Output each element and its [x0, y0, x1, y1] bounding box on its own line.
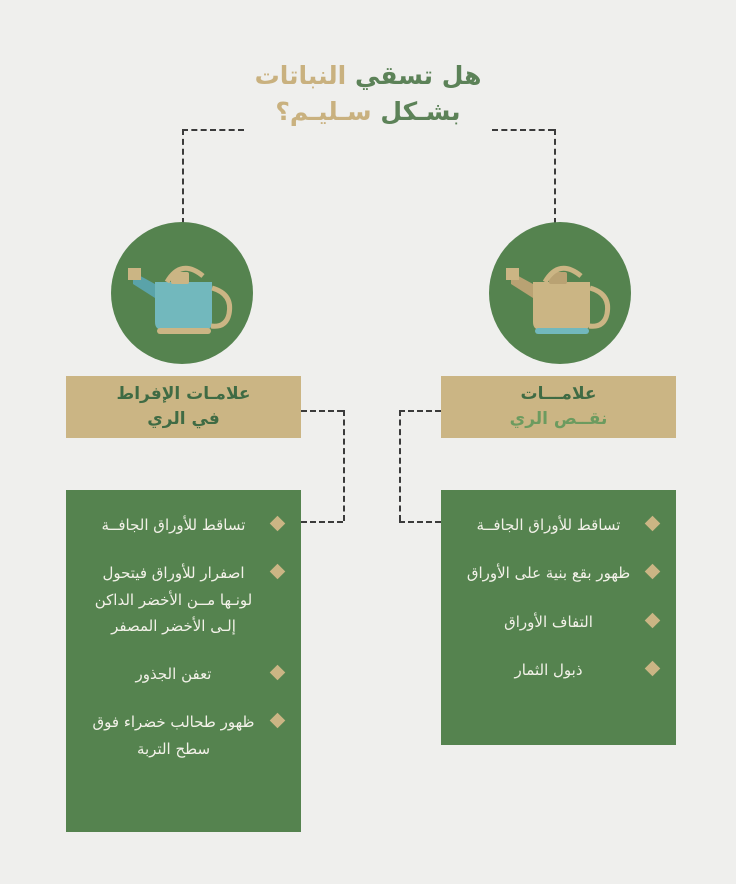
list-item: [459, 560, 658, 586]
diamond-bullet-icon: [270, 516, 286, 532]
title-line-1-part-b: النباتات: [254, 61, 347, 90]
diamond-bullet-icon: [645, 660, 661, 676]
label-underwatering: [441, 376, 676, 438]
list-item: [84, 709, 283, 762]
list-item-label: اصفرار للأوراق فيتحول لونـها مــن الأخضر الداكن إلـى الأخضر المصفر: [94, 564, 253, 635]
connector-top-left: [182, 129, 244, 131]
diamond-bullet-icon: [645, 516, 661, 532]
list-item: [84, 560, 283, 639]
list-item: [459, 657, 658, 683]
connector-top-right: [492, 129, 554, 131]
list-item-label: تعفن الجذور: [135, 665, 212, 683]
label-underwatering-line2: نقــص الري: [509, 409, 608, 429]
icon-circle-overwatering: [111, 222, 253, 364]
list-item-label: تساقط للأوراق الجافــة: [101, 516, 246, 534]
connector-mid-right-top: [399, 410, 441, 412]
diamond-bullet-icon: [270, 713, 286, 729]
connector-mid-left-bottom: [301, 521, 343, 523]
list-panel-overwatering: [66, 490, 301, 832]
title-line-2-part-b: سـليـم؟: [275, 97, 372, 127]
label-overwatering: [66, 376, 301, 438]
connector-drop-left: [182, 129, 184, 224]
title-line-2-part-a: بشـكل: [371, 97, 461, 127]
list-item-label: تساقط للأوراق الجافــة: [476, 516, 621, 534]
watering-can-gold-icon: [489, 222, 631, 364]
diamond-bullet-icon: [270, 564, 286, 580]
list-item-label: التفاف الأوراق: [504, 612, 593, 631]
connector-drop-right: [554, 129, 556, 224]
connector-mid-right-bottom: [399, 521, 441, 523]
label-underwatering-line1: علامـــات: [520, 383, 597, 404]
connector-mid-right-vert: [399, 410, 401, 521]
watering-can-teal-icon: [111, 222, 253, 364]
list-item-label: ظهور بقع بنية على الأوراق: [466, 564, 631, 583]
diamond-bullet-icon: [270, 665, 286, 681]
title-line-1: [0, 58, 736, 94]
list-item: [459, 512, 658, 538]
diamond-bullet-icon: [645, 564, 661, 580]
list-item: [459, 609, 658, 635]
icon-circle-underwatering: [489, 222, 631, 364]
page-title: [0, 58, 736, 131]
list-item-label: ذبول الثمار: [514, 660, 583, 679]
connector-mid-left-top: [301, 410, 343, 412]
title-line-2: [0, 94, 736, 130]
title-line-1-part-a: هل تسقي: [346, 61, 482, 90]
list-item: [84, 661, 283, 687]
list-item: [84, 512, 283, 538]
list-item-label: ظهور طحالب خضراء فوق سطح التربة: [92, 713, 255, 758]
diamond-bullet-icon: [645, 612, 661, 628]
connector-mid-left-vert: [343, 410, 345, 521]
label-overwatering-line2: في الري: [147, 409, 220, 429]
list-panel-underwatering: [441, 490, 676, 745]
label-overwatering-line1: علامـات الإفراط: [116, 383, 251, 404]
